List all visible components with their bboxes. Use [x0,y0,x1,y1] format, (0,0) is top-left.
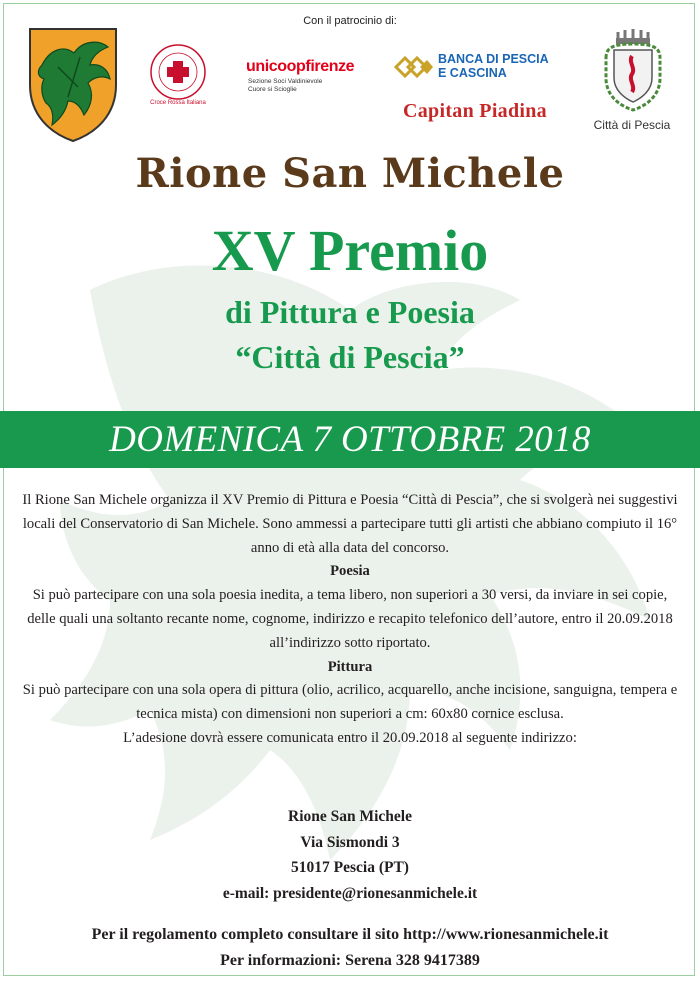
poesia-heading: Poesia [330,563,370,580]
event-date: DOMENICA 7 OTTOBRE 2018 [109,419,591,460]
subtitle-pittura-poesia: di Pittura e Poesia [225,294,475,330]
subtitle-citta-di-pescia: “Città di Pescia” [235,339,465,375]
rione-title: Rione San Michele [135,150,565,197]
capitan-piadina-logo: Capitan Piadina [403,100,547,122]
date-banner [0,411,700,468]
sponsor-caption: Con il patrocinio di: [303,15,397,27]
intro-paragraph: Il Rione San Michele organizza il XV Premio di Pittura e Poesia “Città di Pescia”, che si svolgerà nei suggestivi locali del Conservatorio di San Michele. Sono ammessi a partecipare tutti gli artisti che abbiano compiuto il 16° anno di età alla data del concorso. [22,492,678,556]
announcement-body [20,489,680,751]
unicoop-sub-line2: Cuore si Scioglie [248,86,297,93]
footer-informazioni: Per informazioni: Serena 328 9417389 [220,952,480,969]
banca-logo [394,52,564,92]
unicoop-name: unicoopfirenze [246,58,355,75]
red-cross-label: Croce Rossa Italiana [150,100,206,106]
pittura-heading: Pittura [327,658,373,675]
pittura-paragraph: Si può partecipare con una sola opera di pittura (olio, acrilico, acquarello, anche incisione, sanguigna, tempera e tecnica mista) con dimensioni non superiori a cm: 60x80 cornice esclusa. [22,682,678,723]
poesia-paragraph: Si può partecipare con una sola poesia inedita, a tema libero, non superiori a 30 versi, da inviare in sei copie, delle quali una soltanto recante nome, cognome, indirizzo e recapito telefonico dell’autore, entro il 20.09.2018 all’indirizzo sotto riportato. [27,587,673,651]
address-email: e-mail: presidente@rionesanmichele.it [222,884,478,902]
contact-address [0,804,700,906]
banca-line2: E CASCINA [438,66,507,80]
banca-mark-icon [394,54,434,80]
dragon-shield-logo-icon [28,27,118,143]
address-name: Rione San Michele [288,808,412,825]
unicoop-logo [246,58,370,94]
citta-di-pescia-label: Città di Pescia [593,118,671,132]
adesione-paragraph: L’adesione dovrà essere comunicata entro il 20.09.2018 al seguente indirizzo: [123,729,577,746]
address-city: 51017 Pescia (PT) [291,859,409,876]
unicoop-sub-line1: Sezione Soci Valdinievole [248,78,323,85]
citta-di-pescia-crest-icon [598,28,668,114]
address-street: Via Sismondi 3 [300,833,400,851]
footer [0,922,700,974]
footer-regolamento: Per il regolamento completo consultare il sito http://www.rionesanmichele.it [91,926,609,943]
premio-title: XV Premio [211,218,489,283]
banca-line1: BANCA DI PESCIA [438,52,549,66]
